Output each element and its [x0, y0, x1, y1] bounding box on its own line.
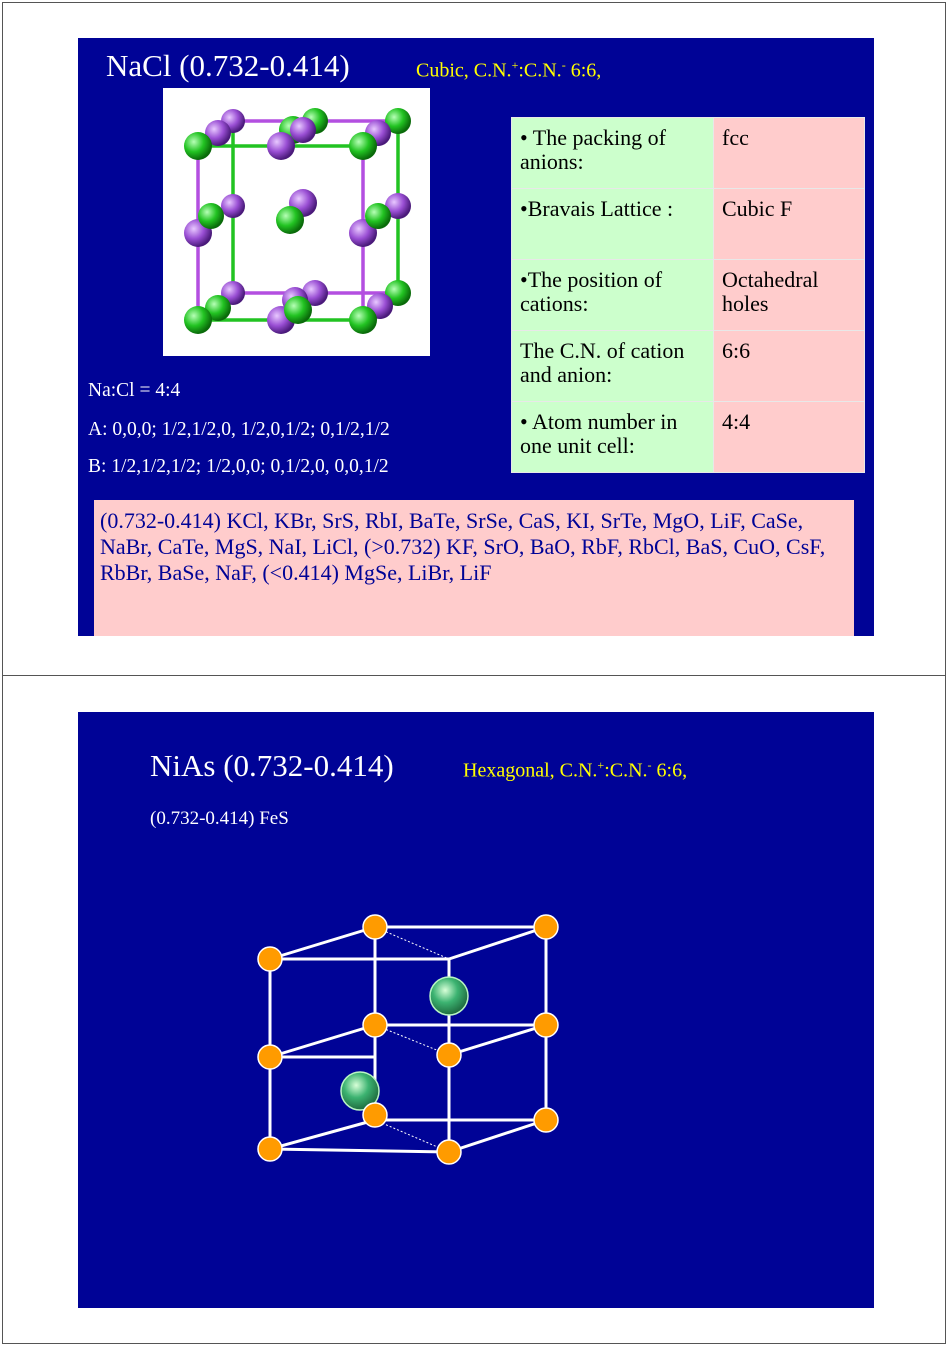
table-key: • Atom number in one unit cell:: [512, 402, 714, 473]
table-row: [512, 331, 865, 402]
table-value: 6:6: [714, 331, 865, 402]
table-value: 4:4: [714, 402, 865, 473]
subtitle-suffix: 6:6,: [565, 59, 602, 82]
table-row: [512, 118, 865, 189]
sup-minus: -: [561, 58, 566, 72]
nacl-structure-image: [163, 88, 430, 356]
ratio-text: Na:Cl = 4:4: [88, 380, 181, 401]
table-key: The C.N. of cation and anion:: [512, 331, 714, 402]
slide-subtitle: [416, 58, 601, 83]
subtitle-suffix: 6:6,: [651, 759, 688, 782]
nias-structure-diagram: [238, 892, 568, 1172]
table-row: [512, 189, 865, 260]
sup-plus: +: [597, 758, 605, 772]
table-row: [512, 402, 865, 473]
slide-subtitle: [463, 758, 687, 783]
properties-table: [511, 117, 865, 473]
slide-note: (0.732-0.414) FeS: [150, 808, 289, 829]
slide-title: NiAs (0.732-0.414): [150, 748, 394, 783]
examples-box: (0.732-0.414) KCl, KBr, SrS, RbI, BaTe, SrSe, CaS, KI, SrTe, MgO, LiF, CaSe, NaBr, CaTe, MgS, NaI, LiCl, (>0.732) KF, SrO, BaO, RbF, RbCl, BaS, CuO, CsF, RbBr, BaSe, NaF, (<0.414) MgSe, LiBr, LiF: [94, 500, 854, 636]
coords-a-text: A: 0,0,0; 1/2,1/2,0, 1/2,0,1/2; 0,1/2,1/2: [88, 419, 390, 440]
sup-minus: -: [647, 758, 652, 772]
subtitle-separator: :C.N.: [518, 59, 562, 82]
table-row: [512, 260, 865, 331]
subtitle-prefix: Hexagonal, C.N.: [463, 759, 598, 782]
table-value: Octahedral holes: [714, 260, 865, 331]
table-value: fcc: [714, 118, 865, 189]
slide-title: NaCl (0.732-0.414): [106, 48, 350, 83]
table-key: •Bravais Lattice :: [512, 189, 714, 260]
subtitle-separator: :C.N.: [604, 759, 648, 782]
sup-plus: +: [511, 58, 519, 72]
table-key: • The packing of anions:: [512, 118, 714, 189]
nias-slide: [78, 712, 874, 1308]
nacl-slide: [78, 38, 874, 636]
nacl-crystal-svg: [163, 88, 430, 356]
coords-b-text: B: 1/2,1/2,1/2; 1/2,0,0; 0,1/2,0, 0,0,1/2: [88, 456, 389, 477]
subtitle-prefix: Cubic, C.N.: [416, 59, 512, 82]
table-value: Cubic F: [714, 189, 865, 260]
table-key: •The position of cations:: [512, 260, 714, 331]
